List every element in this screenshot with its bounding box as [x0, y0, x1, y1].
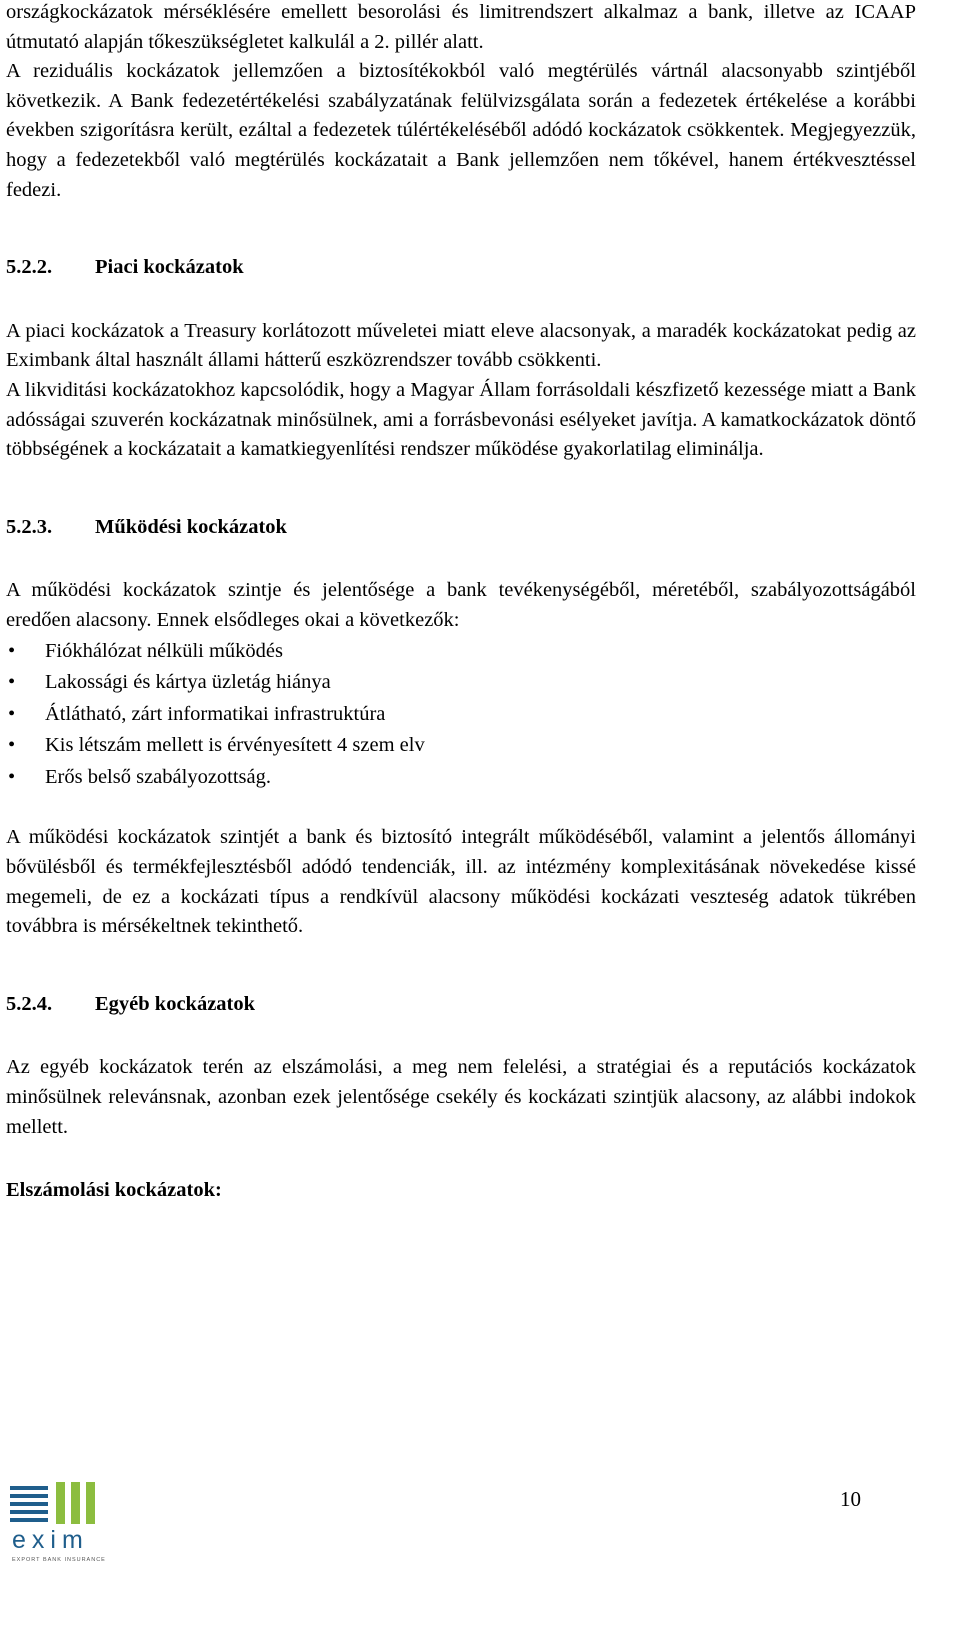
bullet-icon: • [8, 734, 16, 757]
egyeb-paragraph-1: Az egyéb kockázatok terén az elszámolási, a meg nem felelési, a stratégiai és a reputációs kockázatok minősülnek relevánsnak, azonban ezek jelentősége csekély és kockázati szintjük alacsony, az alábbi indokok mellett. [6, 1056, 916, 1138]
section-heading-piaci [6, 253, 916, 283]
intro-paragraph-2: A reziduális kockázatok jellemzően a biztosítékokból való megtérülés vártnál alacsonyabb szintjéből következik. A Bank fedezetértékelési szabályzatának felülvizsgálata során a fedezetek értékelése a korábbi években szigorításra került, ezáltal a fedezetek túlértékeléséből adódó kockázatok csökkentek. Megjegyezzük, hogy a fedezetekből való megtérülés kockázatait a Bank jellemzően nem tőkével, hanem értékvesztéssel fedezi. [6, 60, 916, 201]
intro-paragraph-1: országkockázatok mérséklésére emellett besorolási és limitrendszert alkalmaz a bank, illetve az ICAAP útmutató alapján tőkeszükségletet kalkulál a 2. pillér alatt. [6, 1, 916, 53]
section-number: 5.2.3. [6, 515, 53, 538]
piaci-paragraph-1: A piaci kockázatok a Treasury korlátozott műveletei miatt eleve alacsonyak, a maradék kockázatokat pedig az Eximbank által használt állami hátterű eszközrendszer tovább csökkenti. [6, 319, 916, 372]
list-item: • Lakossági és kártya üzletág hiánya [6, 667, 916, 699]
piaci-paragraph-2: A likviditási kockázatokhoz kapcsolódik, hogy a Magyar Állam forrásoldali készfizető kezessége miatt a Bank adósságai szuverén kockázatnak minősülnek, ami a forrásbevonási esélyeket javítja. A kamatkockázatok döntő többségének a kockázatait a kamatkiegyenlítési rendszer működése gyakorlatilag eliminálja. [6, 378, 916, 461]
mukodesi-paragraph-2: A működési kockázatok szintjét a bank és biztosító integrált működéséből, valamint a jelentős állományi bővülésből és termékfejlesztésből adódó tendenciák, ill. az intézmény komplexitásának növekedése kissé megemeli, de ez a kockázati típus a rendkívül alacsony működési kockázati veszteség adatok tükrében továbbra is mérsékeltnek tekinthető. [6, 826, 916, 938]
exim-logo [8, 1480, 118, 1564]
page-content [6, 0, 916, 1206]
list-item: • Fiókhálózat nélküli működés [6, 636, 916, 668]
logo-wordmark: exim [12, 1526, 89, 1554]
subheading-elszamolasi: Elszámolási kockázatok: [6, 1179, 222, 1202]
list-item: • Átlátható, zárt informatikai infrastruktúra [6, 699, 916, 731]
section-number: 5.2.4. [6, 992, 53, 1015]
section-title: Egyéb kockázatok [95, 992, 256, 1015]
logo-tagline: EXPORT BANK INSURANCE [12, 1557, 106, 1563]
bullet-icon: • [8, 702, 16, 725]
bullet-icon: • [8, 639, 16, 662]
list-item: • Kis létszám mellett is érvényesített 4 szem elv [6, 730, 916, 762]
bullet-icon: • [8, 671, 16, 694]
section-heading-egyeb [6, 990, 916, 1020]
section-title: Működési kockázatok [95, 515, 287, 538]
section-number: 5.2.2. [6, 256, 53, 279]
page-number: 10 [840, 1487, 861, 1511]
mukodesi-paragraph-1: A működési kockázatok szintje és jelentősége a bank tevékenységéből, méretéből, szabályozottságából eredően alacsony. Ennek elsődleges okai a következők: [6, 579, 916, 631]
mukodesi-bullet-list [6, 636, 916, 794]
bullet-icon: • [8, 765, 16, 788]
logo-mark-icon [10, 1482, 95, 1524]
section-title: Piaci kockázatok [95, 256, 244, 279]
list-item: • Erős belső szabályozottság. [6, 762, 916, 794]
section-heading-mukodesi [6, 513, 916, 543]
